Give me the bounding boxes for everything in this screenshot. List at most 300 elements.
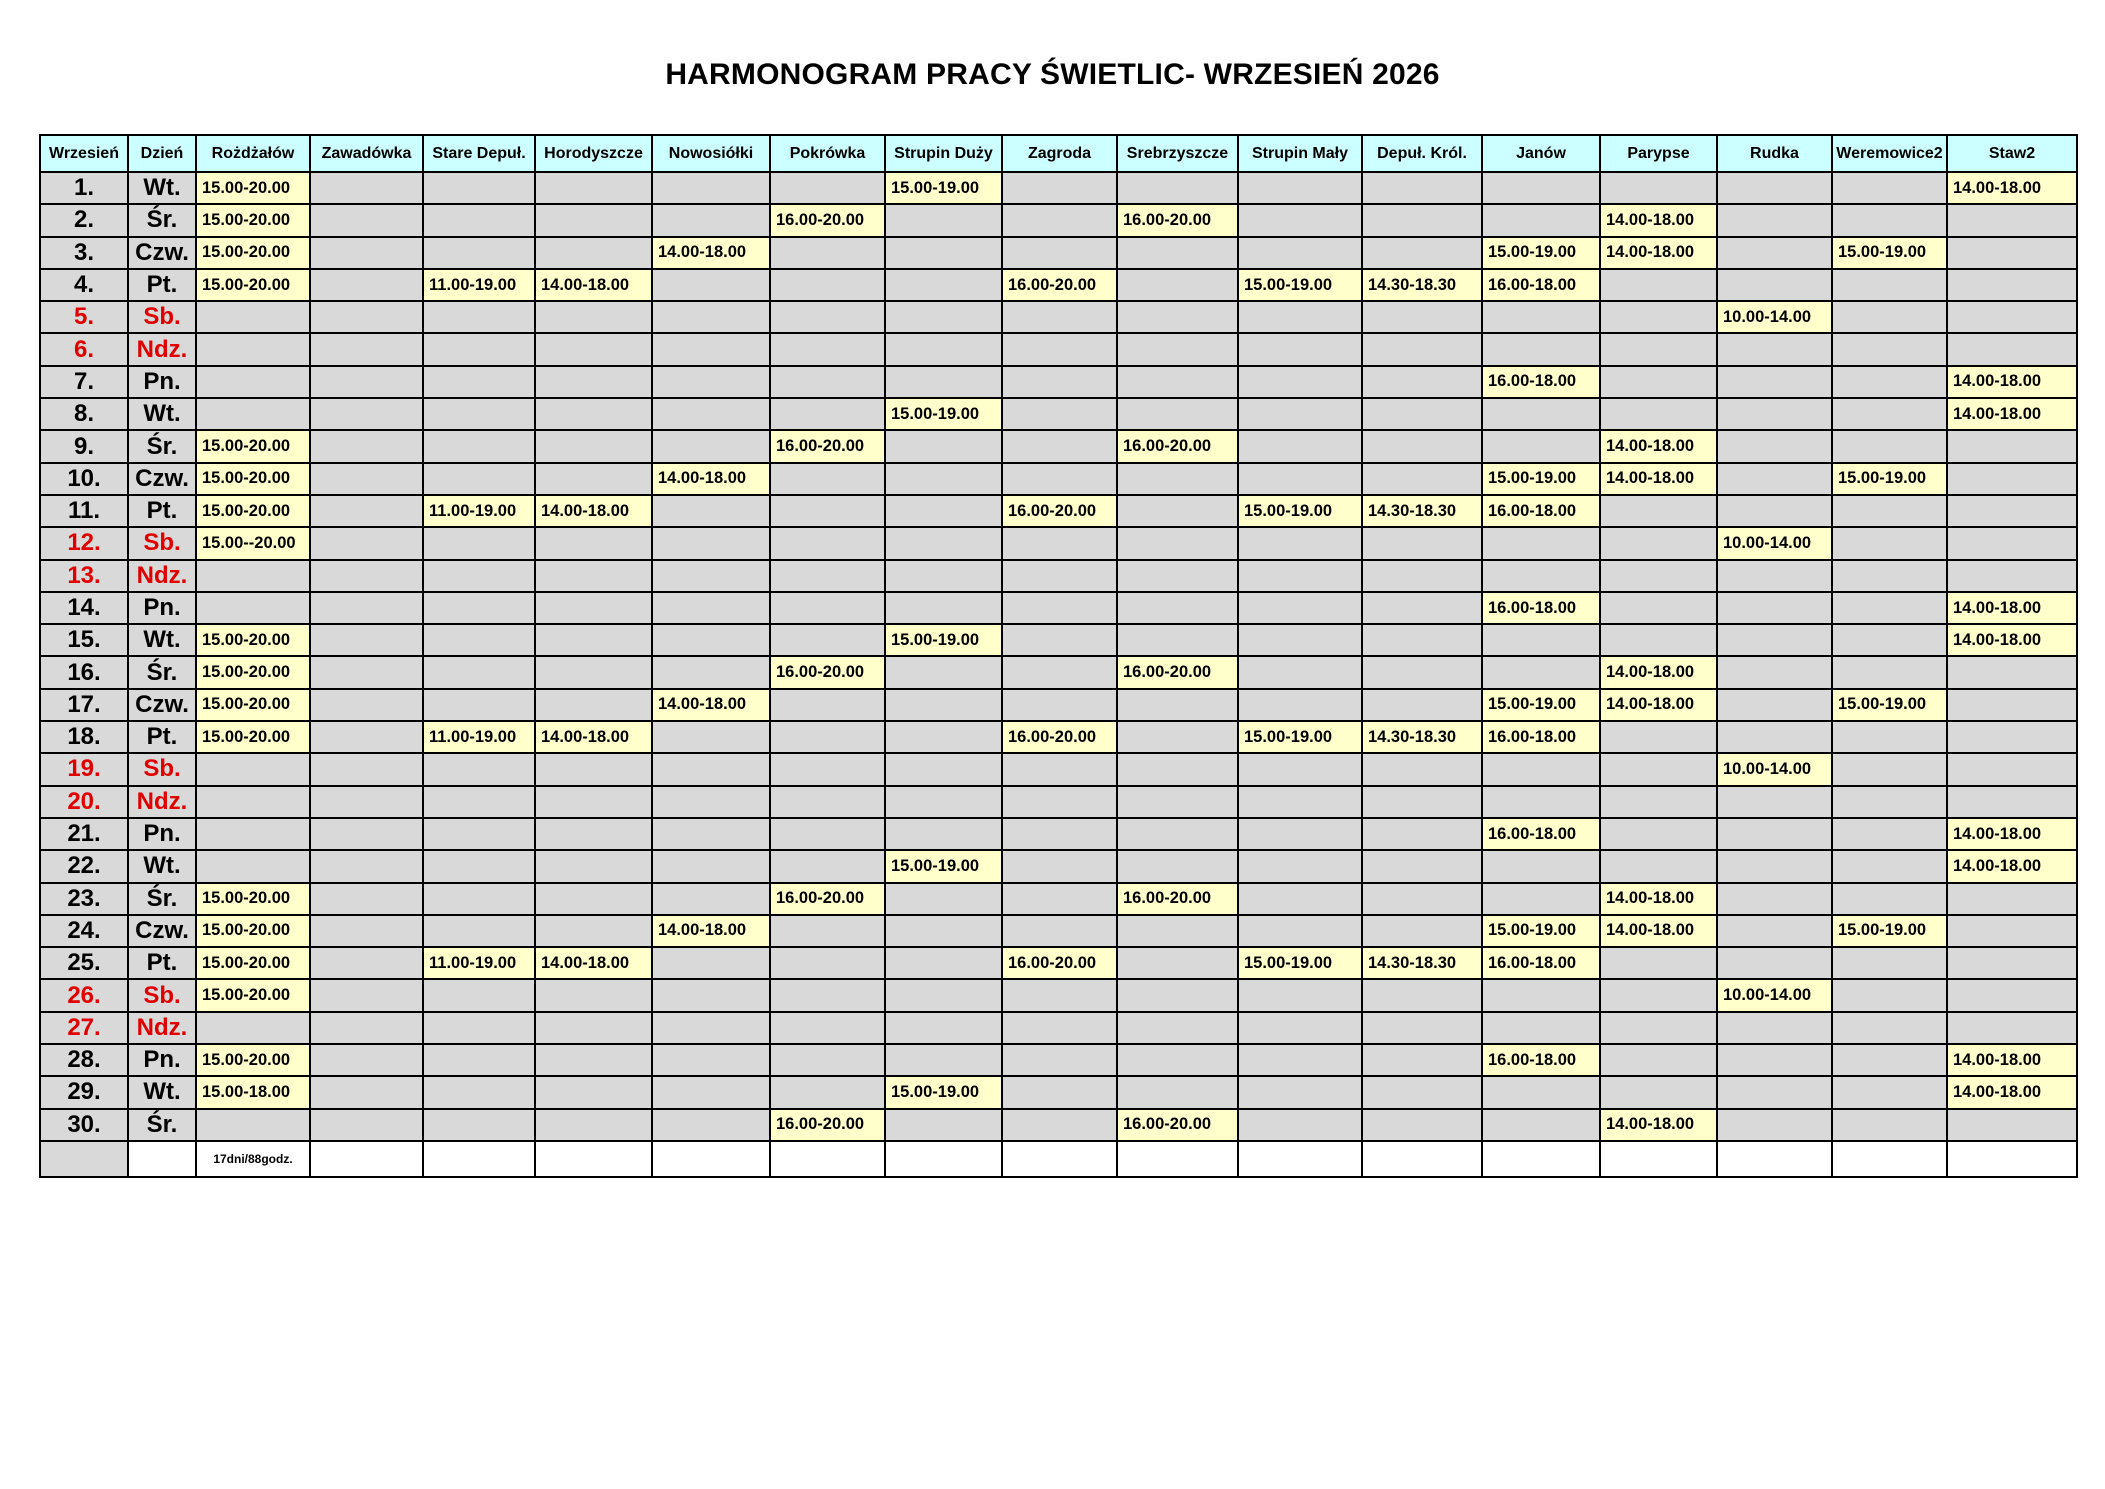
schedule-cell-horodyszcze	[535, 237, 652, 269]
schedule-cell-janow: 16.00-18.00	[1482, 592, 1600, 624]
table-row	[40, 1076, 2077, 1108]
schedule-cell-pokrowka: 16.00-20.00	[770, 883, 885, 915]
schedule-cell-strupin-duzy: 15.00-19.00	[885, 398, 1002, 430]
schedule-cell-strupin-maly	[1238, 366, 1362, 398]
schedule-cell-srebrzyszcze	[1117, 592, 1238, 624]
schedule-cell-srebrzyszcze	[1117, 786, 1238, 818]
schedule-cell-strupin-duzy	[885, 1044, 1002, 1076]
schedule-cell-zagroda: 16.00-20.00	[1002, 721, 1117, 753]
date-cell: 26.	[40, 979, 128, 1011]
schedule-cell-janow: 16.00-18.00	[1482, 721, 1600, 753]
table-row	[40, 527, 2077, 559]
schedule-cell-zagroda	[1002, 560, 1117, 592]
column-header-zawadowka: Zawadówka	[310, 135, 423, 172]
column-header-janow: Janów	[1482, 135, 1600, 172]
schedule-cell-depul-krol: 14.30-18.30	[1362, 721, 1482, 753]
schedule-cell-pokrowka	[770, 689, 885, 721]
schedule-cell-horodyszcze	[535, 818, 652, 850]
schedule-cell-pokrowka	[770, 592, 885, 624]
schedule-cell-stare-depul	[423, 366, 535, 398]
weekday-cell: Wt.	[128, 1076, 196, 1108]
schedule-cell-janow: 15.00-19.00	[1482, 463, 1600, 495]
schedule-cell-depul-krol	[1362, 1012, 1482, 1044]
summary-empty-cell	[1117, 1141, 1238, 1177]
schedule-cell-srebrzyszcze	[1117, 721, 1238, 753]
schedule-cell-staw2	[1947, 721, 2077, 753]
date-cell: 11.	[40, 495, 128, 527]
schedule-cell-zawadowka	[310, 883, 423, 915]
schedule-cell-zawadowka	[310, 463, 423, 495]
schedule-cell-nowosiolki	[652, 883, 770, 915]
schedule-cell-rudka	[1717, 1044, 1832, 1076]
table-row	[40, 204, 2077, 236]
summary-empty-cell	[310, 1141, 423, 1177]
weekday-cell: Śr.	[128, 656, 196, 688]
date-cell: 5.	[40, 301, 128, 333]
schedule-cell-stare-depul	[423, 560, 535, 592]
schedule-cell-horodyszcze	[535, 624, 652, 656]
date-cell: 17.	[40, 689, 128, 721]
schedule-cell-strupin-maly	[1238, 1044, 1362, 1076]
schedule-cell-nowosiolki: 14.00-18.00	[652, 689, 770, 721]
column-header-depul-krol: Depuł. Król.	[1362, 135, 1482, 172]
schedule-cell-zagroda	[1002, 656, 1117, 688]
schedule-cell-horodyszcze	[535, 1076, 652, 1108]
schedule-cell-horodyszcze	[535, 689, 652, 721]
schedule-cell-weremowice2	[1832, 656, 1947, 688]
table-row	[40, 301, 2077, 333]
schedule-cell-weremowice2	[1832, 1109, 1947, 1141]
weekday-cell: Pn.	[128, 366, 196, 398]
schedule-cell-horodyszcze	[535, 1012, 652, 1044]
schedule-cell-rudka	[1717, 786, 1832, 818]
schedule-cell-nowosiolki	[652, 624, 770, 656]
schedule-cell-horodyszcze	[535, 366, 652, 398]
schedule-cell-staw2	[1947, 689, 2077, 721]
summary-empty-cell	[1482, 1141, 1600, 1177]
schedule-cell-weremowice2	[1832, 172, 1947, 204]
schedule-cell-rozdzalow: 15.00-20.00	[196, 204, 310, 236]
schedule-cell-strupin-duzy	[885, 204, 1002, 236]
schedule-cell-rudka	[1717, 656, 1832, 688]
schedule-cell-parypse	[1600, 947, 1717, 979]
table-row	[40, 495, 2077, 527]
schedule-cell-rudka	[1717, 172, 1832, 204]
schedule-cell-stare-depul	[423, 624, 535, 656]
schedule-cell-parypse: 14.00-18.00	[1600, 915, 1717, 947]
schedule-cell-horodyszcze	[535, 560, 652, 592]
schedule-cell-rozdzalow	[196, 301, 310, 333]
schedule-cell-strupin-maly	[1238, 883, 1362, 915]
schedule-cell-srebrzyszcze	[1117, 269, 1238, 301]
schedule-cell-zagroda	[1002, 204, 1117, 236]
schedule-cell-depul-krol	[1362, 592, 1482, 624]
schedule-cell-rozdzalow	[196, 1012, 310, 1044]
schedule-cell-rozdzalow: 15.00-20.00	[196, 624, 310, 656]
schedule-cell-horodyszcze	[535, 592, 652, 624]
column-header-horodyszcze: Horodyszcze	[535, 135, 652, 172]
schedule-cell-depul-krol	[1362, 624, 1482, 656]
schedule-cell-nowosiolki	[652, 301, 770, 333]
schedule-cell-staw2	[1947, 560, 2077, 592]
schedule-cell-strupin-duzy	[885, 592, 1002, 624]
date-cell: 15.	[40, 624, 128, 656]
table-row	[40, 333, 2077, 365]
schedule-cell-zawadowka	[310, 753, 423, 785]
weekday-cell: Śr.	[128, 430, 196, 462]
schedule-cell-weremowice2	[1832, 527, 1947, 559]
schedule-cell-janow	[1482, 850, 1600, 882]
table-row	[40, 850, 2077, 882]
schedule-cell-zawadowka	[310, 624, 423, 656]
schedule-cell-weremowice2	[1832, 883, 1947, 915]
schedule-cell-zagroda	[1002, 398, 1117, 430]
schedule-cell-staw2	[1947, 430, 2077, 462]
schedule-cell-weremowice2	[1832, 1012, 1947, 1044]
schedule-cell-stare-depul	[423, 172, 535, 204]
schedule-cell-horodyszcze	[535, 398, 652, 430]
schedule-cell-weremowice2	[1832, 269, 1947, 301]
schedule-cell-staw2: 14.00-18.00	[1947, 818, 2077, 850]
schedule-cell-zagroda	[1002, 430, 1117, 462]
schedule-cell-srebrzyszcze: 16.00-20.00	[1117, 656, 1238, 688]
schedule-cell-depul-krol	[1362, 753, 1482, 785]
schedule-cell-staw2: 14.00-18.00	[1947, 398, 2077, 430]
column-header-weremowice2: Weremowice2	[1832, 135, 1947, 172]
schedule-cell-stare-depul	[423, 1012, 535, 1044]
schedule-cell-zawadowka	[310, 366, 423, 398]
schedule-cell-staw2	[1947, 656, 2077, 688]
table-row	[40, 818, 2077, 850]
schedule-cell-nowosiolki	[652, 269, 770, 301]
date-cell: 30.	[40, 1109, 128, 1141]
summary-empty-cell	[40, 1141, 128, 1177]
schedule-cell-nowosiolki	[652, 495, 770, 527]
schedule-cell-strupin-duzy	[885, 495, 1002, 527]
summary-empty-cell	[1238, 1141, 1362, 1177]
schedule-cell-staw2	[1947, 333, 2077, 365]
schedule-cell-nowosiolki: 14.00-18.00	[652, 237, 770, 269]
summary-empty-cell	[885, 1141, 1002, 1177]
schedule-cell-zawadowka	[310, 1109, 423, 1141]
schedule-cell-strupin-maly	[1238, 656, 1362, 688]
schedule-cell-janow	[1482, 1012, 1600, 1044]
weekday-cell: Śr.	[128, 1109, 196, 1141]
schedule-cell-nowosiolki	[652, 1109, 770, 1141]
column-header-parypse: Parypse	[1600, 135, 1717, 172]
summary-empty-cell	[652, 1141, 770, 1177]
schedule-cell-zawadowka	[310, 947, 423, 979]
schedule-cell-stare-depul	[423, 237, 535, 269]
schedule-cell-strupin-duzy	[885, 1012, 1002, 1044]
weekday-cell: Ndz.	[128, 333, 196, 365]
schedule-cell-staw2: 14.00-18.00	[1947, 592, 2077, 624]
schedule-cell-zawadowka	[310, 1012, 423, 1044]
schedule-cell-rozdzalow: 15.00-18.00	[196, 1076, 310, 1108]
schedule-cell-zawadowka	[310, 1076, 423, 1108]
schedule-cell-rozdzalow: 15.00-20.00	[196, 269, 310, 301]
schedule-cell-parypse	[1600, 366, 1717, 398]
schedule-cell-zagroda	[1002, 366, 1117, 398]
schedule-cell-strupin-duzy	[885, 883, 1002, 915]
weekday-cell: Pt.	[128, 269, 196, 301]
schedule-cell-rudka: 10.00-14.00	[1717, 979, 1832, 1011]
schedule-cell-depul-krol: 14.30-18.30	[1362, 269, 1482, 301]
table-row	[40, 786, 2077, 818]
schedule-cell-rozdzalow	[196, 333, 310, 365]
schedule-cell-janow	[1482, 786, 1600, 818]
schedule-cell-parypse	[1600, 721, 1717, 753]
schedule-cell-janow	[1482, 656, 1600, 688]
schedule-cell-weremowice2	[1832, 818, 1947, 850]
schedule-cell-zawadowka	[310, 1044, 423, 1076]
schedule-cell-rudka	[1717, 624, 1832, 656]
schedule-cell-stare-depul	[423, 204, 535, 236]
schedule-cell-zawadowka	[310, 786, 423, 818]
schedule-cell-strupin-duzy: 15.00-19.00	[885, 850, 1002, 882]
schedule-cell-rudka	[1717, 689, 1832, 721]
schedule-cell-pokrowka: 16.00-20.00	[770, 656, 885, 688]
schedule-cell-horodyszcze	[535, 915, 652, 947]
schedule-cell-horodyszcze	[535, 1109, 652, 1141]
schedule-cell-zawadowka	[310, 430, 423, 462]
schedule-cell-rudka: 10.00-14.00	[1717, 527, 1832, 559]
schedule-cell-strupin-duzy	[885, 560, 1002, 592]
weekday-cell: Wt.	[128, 172, 196, 204]
schedule-cell-pokrowka	[770, 1076, 885, 1108]
schedule-cell-srebrzyszcze	[1117, 1012, 1238, 1044]
schedule-cell-weremowice2	[1832, 979, 1947, 1011]
schedule-cell-weremowice2	[1832, 333, 1947, 365]
schedule-cell-janow: 15.00-19.00	[1482, 237, 1600, 269]
schedule-cell-pokrowka	[770, 333, 885, 365]
schedule-cell-zawadowka	[310, 592, 423, 624]
date-cell: 6.	[40, 333, 128, 365]
schedule-cell-stare-depul: 11.00-19.00	[423, 495, 535, 527]
schedule-cell-nowosiolki	[652, 333, 770, 365]
schedule-cell-rudka	[1717, 850, 1832, 882]
schedule-cell-pokrowka	[770, 753, 885, 785]
schedule-cell-rozdzalow: 15.00-20.00	[196, 979, 310, 1011]
schedule-cell-pokrowka	[770, 947, 885, 979]
schedule-cell-rudka	[1717, 269, 1832, 301]
schedule-cell-strupin-maly	[1238, 463, 1362, 495]
schedule-cell-rudka	[1717, 463, 1832, 495]
schedule-cell-janow	[1482, 560, 1600, 592]
schedule-cell-stare-depul	[423, 1076, 535, 1108]
schedule-cell-srebrzyszcze	[1117, 979, 1238, 1011]
schedule-cell-srebrzyszcze	[1117, 624, 1238, 656]
schedule-cell-strupin-duzy: 15.00-19.00	[885, 172, 1002, 204]
table-row	[40, 398, 2077, 430]
schedule-cell-srebrzyszcze	[1117, 527, 1238, 559]
column-header-wrzesien: Wrzesień	[40, 135, 128, 172]
schedule-cell-janow	[1482, 204, 1600, 236]
schedule-cell-strupin-duzy	[885, 915, 1002, 947]
schedule-cell-janow	[1482, 883, 1600, 915]
schedule-cell-nowosiolki	[652, 947, 770, 979]
schedule-cell-janow	[1482, 398, 1600, 430]
schedule-cell-depul-krol	[1362, 398, 1482, 430]
schedule-cell-horodyszcze: 14.00-18.00	[535, 269, 652, 301]
schedule-cell-nowosiolki	[652, 979, 770, 1011]
schedule-cell-srebrzyszcze	[1117, 237, 1238, 269]
schedule-cell-zagroda	[1002, 818, 1117, 850]
schedule-cell-zawadowka	[310, 398, 423, 430]
table-row	[40, 883, 2077, 915]
schedule-cell-stare-depul	[423, 850, 535, 882]
table-row	[40, 1044, 2077, 1076]
schedule-table	[39, 134, 2078, 1178]
schedule-cell-horodyszcze	[535, 753, 652, 785]
schedule-cell-parypse	[1600, 301, 1717, 333]
weekday-cell: Pt.	[128, 721, 196, 753]
schedule-cell-rozdzalow	[196, 560, 310, 592]
schedule-cell-weremowice2	[1832, 592, 1947, 624]
header-row	[40, 135, 2077, 172]
schedule-cell-janow	[1482, 624, 1600, 656]
schedule-cell-srebrzyszcze: 16.00-20.00	[1117, 1109, 1238, 1141]
schedule-cell-nowosiolki	[652, 527, 770, 559]
schedule-cell-staw2	[1947, 786, 2077, 818]
date-cell: 24.	[40, 915, 128, 947]
schedule-cell-staw2	[1947, 495, 2077, 527]
schedule-cell-depul-krol	[1362, 560, 1482, 592]
schedule-cell-rozdzalow: 15.00-20.00	[196, 947, 310, 979]
schedule-cell-depul-krol	[1362, 656, 1482, 688]
schedule-cell-horodyszcze	[535, 786, 652, 818]
schedule-cell-pokrowka	[770, 527, 885, 559]
schedule-cell-staw2	[1947, 237, 2077, 269]
date-cell: 16.	[40, 656, 128, 688]
table-row	[40, 172, 2077, 204]
schedule-cell-depul-krol: 14.30-18.30	[1362, 947, 1482, 979]
schedule-cell-nowosiolki	[652, 398, 770, 430]
schedule-cell-weremowice2	[1832, 495, 1947, 527]
schedule-cell-strupin-maly: 15.00-19.00	[1238, 947, 1362, 979]
schedule-cell-janow	[1482, 301, 1600, 333]
schedule-cell-srebrzyszcze: 16.00-20.00	[1117, 430, 1238, 462]
weekday-cell: Ndz.	[128, 560, 196, 592]
schedule-cell-nowosiolki	[652, 1012, 770, 1044]
schedule-cell-strupin-duzy	[885, 753, 1002, 785]
schedule-cell-srebrzyszcze	[1117, 947, 1238, 979]
schedule-cell-srebrzyszcze	[1117, 172, 1238, 204]
schedule-cell-depul-krol	[1362, 463, 1482, 495]
date-cell: 25.	[40, 947, 128, 979]
schedule-cell-parypse	[1600, 333, 1717, 365]
summary-empty-cell	[1832, 1141, 1947, 1177]
schedule-cell-strupin-duzy	[885, 656, 1002, 688]
summary-empty-cell	[770, 1141, 885, 1177]
schedule-cell-parypse	[1600, 527, 1717, 559]
schedule-cell-weremowice2	[1832, 947, 1947, 979]
schedule-cell-depul-krol	[1362, 301, 1482, 333]
schedule-cell-strupin-duzy	[885, 269, 1002, 301]
schedule-cell-stare-depul	[423, 689, 535, 721]
schedule-cell-strupin-maly: 15.00-19.00	[1238, 495, 1362, 527]
schedule-cell-rudka	[1717, 1076, 1832, 1108]
schedule-cell-rudka	[1717, 495, 1832, 527]
schedule-cell-strupin-maly	[1238, 850, 1362, 882]
date-cell: 1.	[40, 172, 128, 204]
schedule-cell-pokrowka	[770, 1012, 885, 1044]
column-header-staw2: Staw2	[1947, 135, 2077, 172]
schedule-cell-stare-depul	[423, 818, 535, 850]
schedule-cell-rudka	[1717, 947, 1832, 979]
schedule-cell-rozdzalow	[196, 366, 310, 398]
date-cell: 28.	[40, 1044, 128, 1076]
schedule-cell-staw2: 14.00-18.00	[1947, 172, 2077, 204]
schedule-cell-staw2	[1947, 204, 2077, 236]
schedule-cell-strupin-duzy	[885, 818, 1002, 850]
schedule-cell-srebrzyszcze	[1117, 753, 1238, 785]
schedule-cell-staw2	[1947, 753, 2077, 785]
schedule-cell-parypse: 14.00-18.00	[1600, 1109, 1717, 1141]
schedule-cell-weremowice2	[1832, 1076, 1947, 1108]
schedule-cell-rudka	[1717, 592, 1832, 624]
schedule-cell-strupin-maly	[1238, 624, 1362, 656]
schedule-cell-staw2	[1947, 269, 2077, 301]
schedule-cell-weremowice2	[1832, 753, 1947, 785]
column-header-rozdzalow: Rożdżałów	[196, 135, 310, 172]
schedule-cell-parypse	[1600, 592, 1717, 624]
date-cell: 3.	[40, 237, 128, 269]
table-row	[40, 269, 2077, 301]
schedule-cell-horodyszcze	[535, 527, 652, 559]
summary-row	[40, 1141, 2077, 1177]
schedule-cell-nowosiolki	[652, 560, 770, 592]
schedule-cell-horodyszcze	[535, 1044, 652, 1076]
schedule-cell-pokrowka	[770, 818, 885, 850]
table-row	[40, 656, 2077, 688]
schedule-cell-parypse: 14.00-18.00	[1600, 656, 1717, 688]
schedule-cell-staw2	[1947, 301, 2077, 333]
weekday-cell: Ndz.	[128, 786, 196, 818]
schedule-cell-strupin-duzy	[885, 333, 1002, 365]
schedule-cell-horodyszcze	[535, 204, 652, 236]
table-row	[40, 592, 2077, 624]
schedule-cell-stare-depul	[423, 527, 535, 559]
schedule-cell-strupin-duzy	[885, 1109, 1002, 1141]
schedule-cell-parypse	[1600, 172, 1717, 204]
schedule-cell-stare-depul	[423, 430, 535, 462]
schedule-cell-horodyszcze	[535, 463, 652, 495]
schedule-cell-horodyszcze	[535, 430, 652, 462]
schedule-cell-strupin-maly	[1238, 430, 1362, 462]
schedule-cell-srebrzyszcze	[1117, 560, 1238, 592]
schedule-cell-depul-krol	[1362, 172, 1482, 204]
schedule-cell-staw2	[1947, 1012, 2077, 1044]
column-header-srebrzyszcze: Srebrzyszcze	[1117, 135, 1238, 172]
schedule-cell-nowosiolki	[652, 786, 770, 818]
schedule-cell-strupin-duzy	[885, 786, 1002, 818]
schedule-cell-parypse: 14.00-18.00	[1600, 883, 1717, 915]
schedule-cell-zagroda	[1002, 333, 1117, 365]
schedule-cell-zagroda	[1002, 689, 1117, 721]
schedule-cell-zawadowka	[310, 172, 423, 204]
schedule-cell-zagroda: 16.00-20.00	[1002, 269, 1117, 301]
schedule-cell-rudka	[1717, 915, 1832, 947]
schedule-cell-zagroda	[1002, 1076, 1117, 1108]
schedule-cell-rozdzalow	[196, 818, 310, 850]
schedule-cell-rudka	[1717, 204, 1832, 236]
schedule-cell-strupin-duzy	[885, 237, 1002, 269]
schedule-cell-stare-depul	[423, 398, 535, 430]
date-cell: 27.	[40, 1012, 128, 1044]
schedule-cell-horodyszcze	[535, 172, 652, 204]
schedule-cell-zagroda	[1002, 463, 1117, 495]
